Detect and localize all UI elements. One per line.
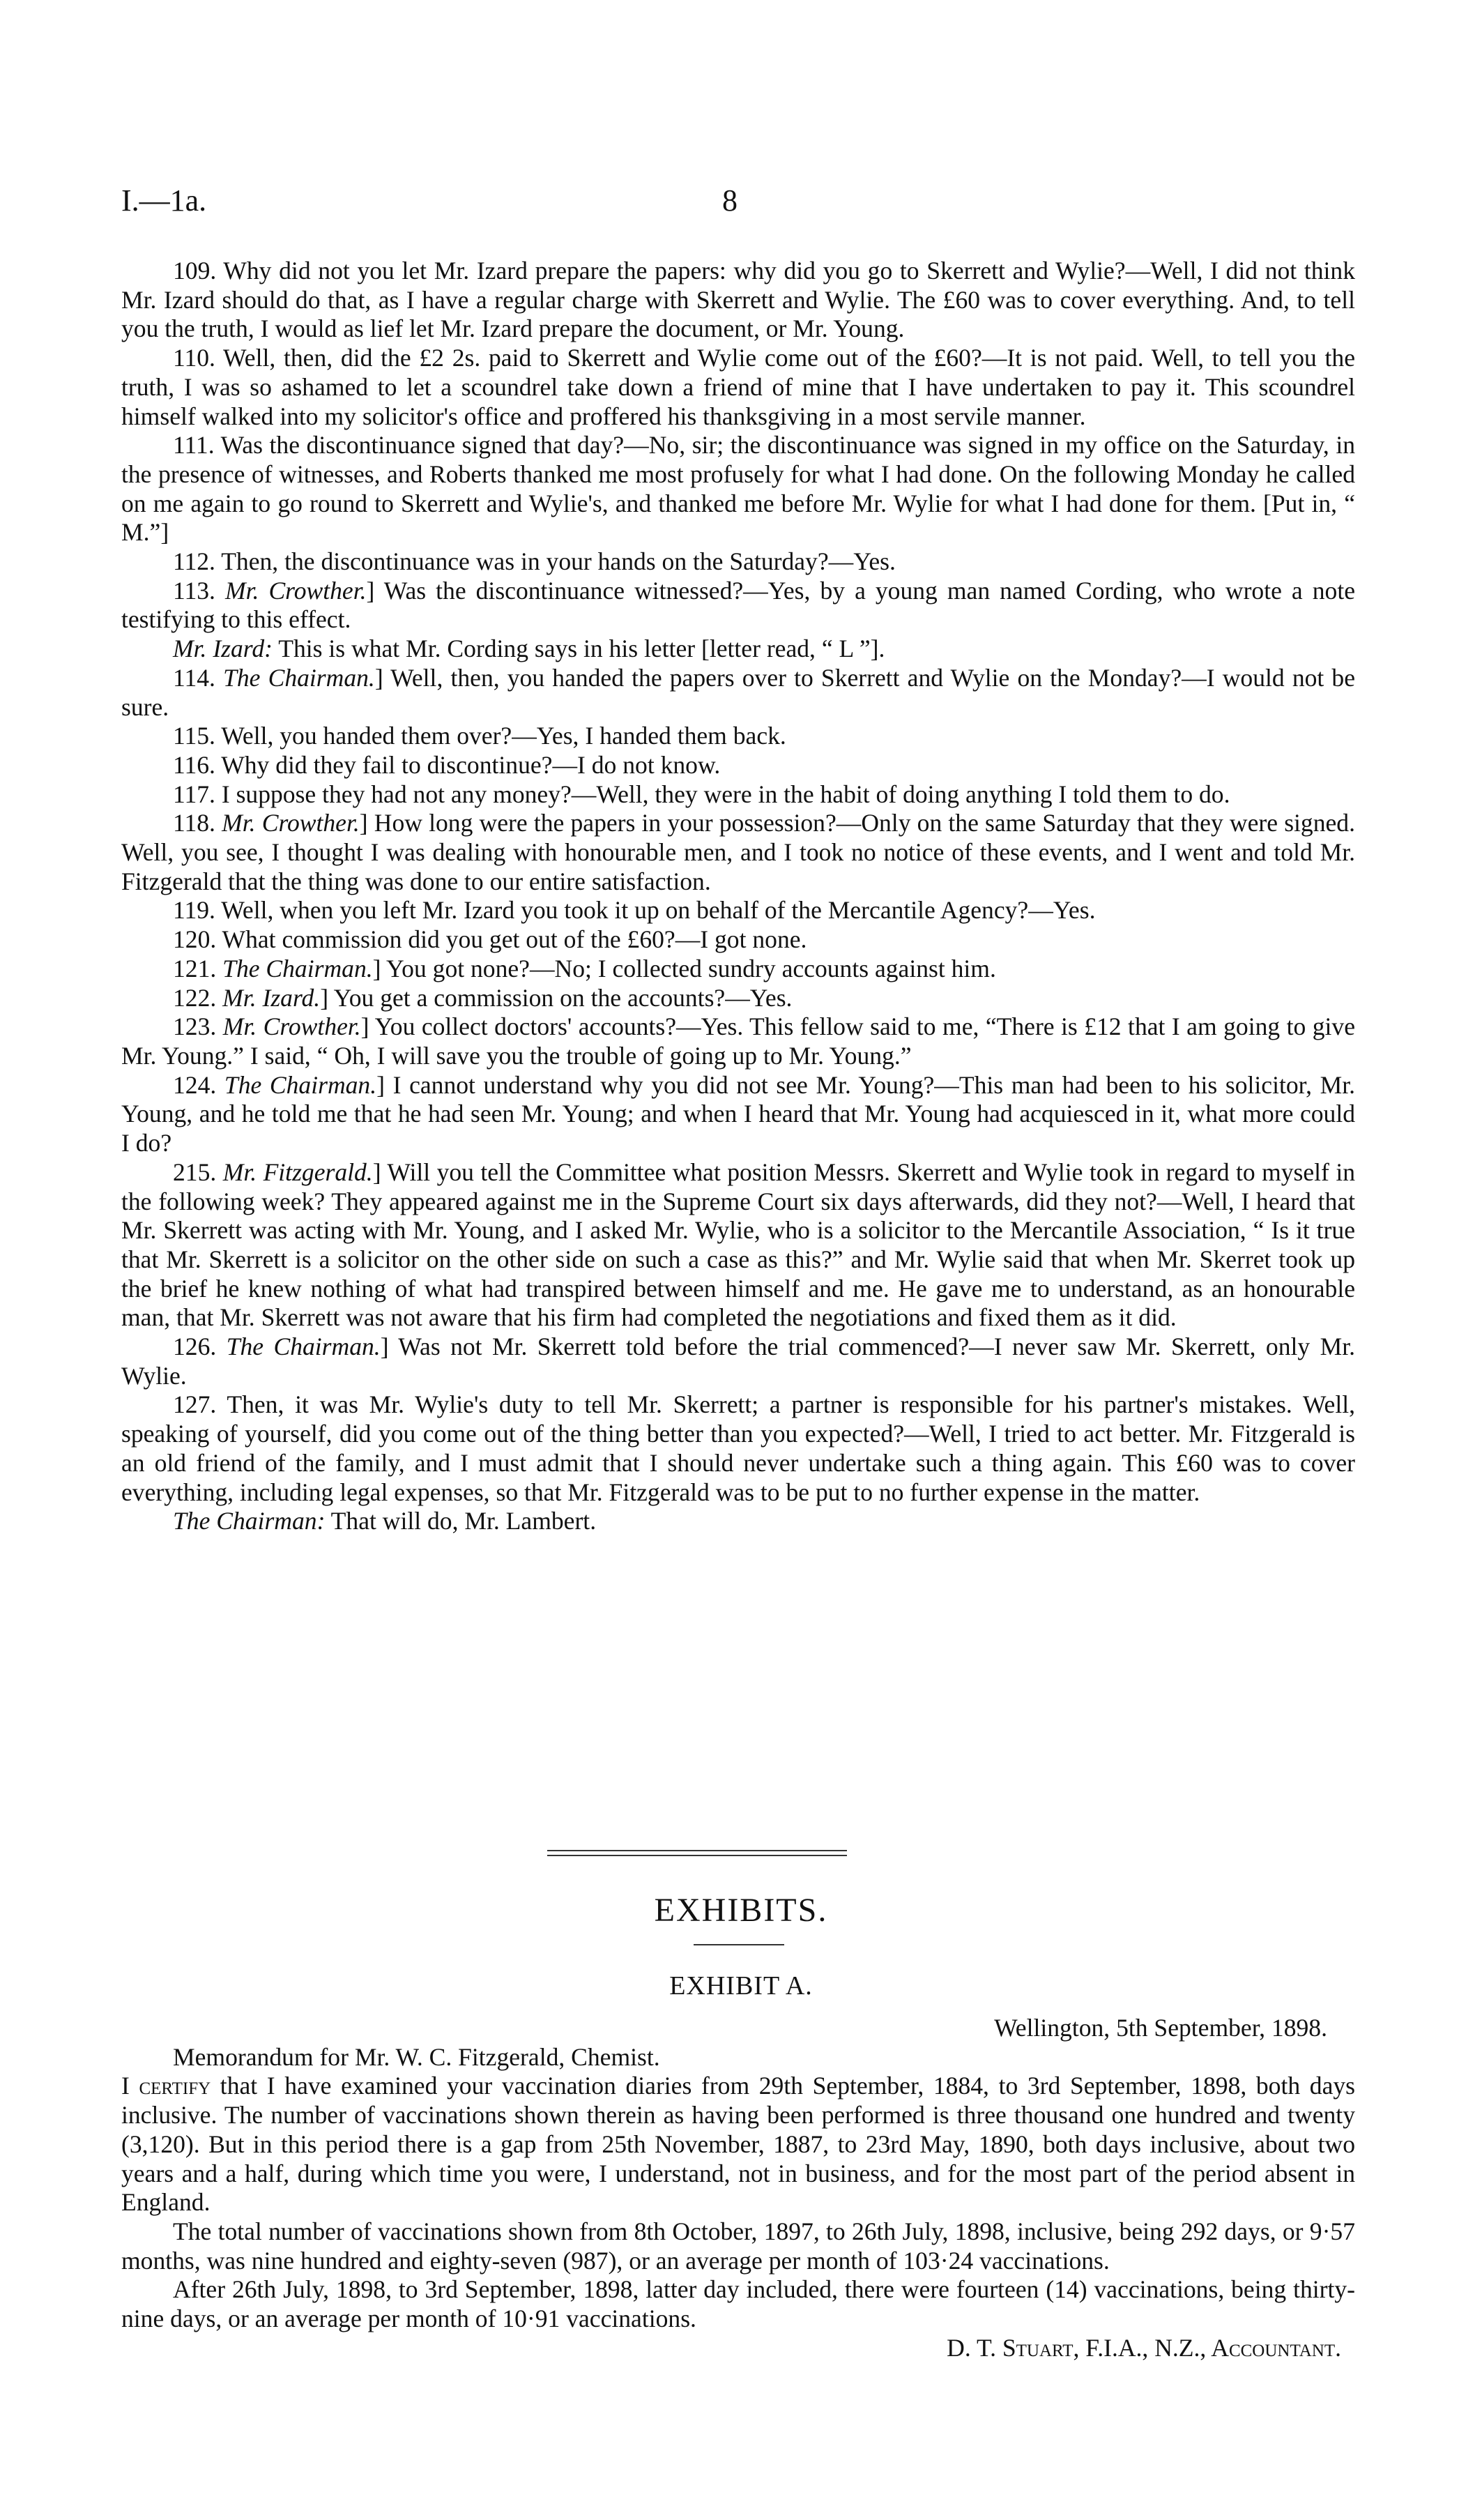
speaker-name: The Chairman.: [226, 1333, 381, 1361]
question-paragraph: 117. I suppose they had not any money?—Well, they were in the habit of doing anything I told them to do.: [173, 780, 1230, 808]
speaker-name: Mr. Izard:: [173, 635, 273, 663]
page-number: 8: [722, 183, 738, 218]
speaker-name: Mr. Crowther.: [222, 809, 360, 837]
speaker-name: The Chairman:: [173, 1507, 326, 1535]
section-divider: [547, 1855, 847, 1856]
question-text: ] Well, then, you handed the papers over to Skerrett and Wylie on the Monday?—I would not be sure.: [121, 663, 1356, 721]
question-number: 215.: [173, 1157, 223, 1186]
certify-word: I certify: [121, 2072, 211, 2100]
question-paragraph: [121, 1333, 1355, 1390]
question-paragraph: 109. Why did not you let Mr. Izard prepare the papers: why did you go to Skerrett and Wylie?—Well, I did not think Mr. Izard should do that, as I have a regular charge with Skerrett and Wylie. The £60 was to cover everything. And, to tell you the truth, I would as lief let Mr. Izard prepare the document, or Mr. Young.: [121, 257, 1355, 343]
question-paragraph: [121, 635, 1355, 664]
question-paragraph: 112. Then, the discontinuance was in your hands on the Saturday?—Yes.: [173, 547, 896, 576]
question-paragraph: [121, 955, 1355, 984]
question-number: 122.: [173, 983, 223, 1012]
speaker-name: Mr. Fitzgerald.: [222, 1157, 373, 1186]
question-paragraph: [121, 1012, 1355, 1070]
question-paragraph: [121, 1158, 1355, 1333]
question-text: ] Was not Mr. Skerrett told before the trial commenced?—I never saw Mr. Skerrett, only Mr. Wylie.: [121, 1333, 1356, 1390]
speaker-name: The Chairman.: [224, 1070, 377, 1099]
evidence-body: [121, 257, 1355, 1536]
question-paragraph: 127. Then, it was Mr. Wylie's duty to tell Mr. Skerrett; a partner is responsible for his partner's mistakes. Well, speaking of yourself, did you come out of the thing better than you expected?—Well, I tried to act better. Mr. Fitzgerald is an old friend of the family, and I must admit that I should never undertake such a thing again. This £60 was to cover everything, including legal expenses, so that Mr. Fitzgerald was to be put to no further expense in the matter.: [121, 1390, 1355, 1506]
exhibit-a-heading: EXHIBIT A.: [669, 1971, 813, 2001]
question-paragraph: [121, 1507, 1355, 1536]
section-divider: [547, 1850, 847, 1851]
speaker-name: The Chairman.: [223, 663, 375, 692]
question-paragraph: 116. Why did they fail to discontinue?—I do not know.: [173, 750, 721, 779]
question-text: ] Will you tell the Committee what position Messrs. Skerrett and Wylie took in regard to myself in the following week? They appeared against me in the Supreme Court six days afterwards, did they not?—Well, I heard that Mr. Skerrett was acting with Mr. Young, and I asked Mr. Wylie, who is a solicitor to the Mercantile Association, “ Is it true that Mr. Skerrett is a solicitor on the other side on such a case as this?” and Mr. Wylie said that when Mr. Skerret took up the brief he knew nothing of what had transpired between himself and me. He gave me to understand, as an honourable man, that Mr. Skerrett was not aware that his firm had completed the negotiations and fixed them as it did.: [121, 1157, 1356, 1332]
page-header: [121, 183, 1362, 225]
question-number: 118.: [173, 809, 222, 837]
document-reference: I.—1a.: [121, 183, 207, 218]
after-paragraph: After 26th July, 1898, to 3rd September, 1898, latter day included, there were fourteen (14) vaccinations, being thirty-nine days, or an average per month of 10·91 vaccinations.: [121, 2275, 1355, 2333]
question-paragraph: 111. Was the discontinuance signed that day?—No, sir; the discontinuance was signed in my office on the Saturday, in the presence of witnesses, and Roberts thanked me most profusely for what I had done. On the following Monday he called on me again to go round to Skerrett and Wylie's, and thanked me before Mr. Wylie for what I had done for them. [Put in, “ M.”]: [121, 431, 1355, 547]
question-number: 121.: [173, 954, 223, 982]
question-paragraph: 115. Well, you handed them over?—Yes, I handed them back.: [173, 722, 786, 750]
question-paragraph: [121, 664, 1355, 722]
question-number: 113.: [173, 576, 225, 605]
exhibits-heading: EXHIBITS.: [654, 1892, 828, 1929]
speaker-name: Mr. Izard.: [222, 983, 321, 1012]
question-paragraph: 110. Well, then, did the £2 2s. paid to Skerrett and Wylie come out of the £60?—It is not paid. Well, to tell you the truth, I was so ashamed to let a scoundrel take down a friend of mine that I have undertaken to pay it. This scoundrel himself walked into my solicitor's office and proffered his thanksgiving in a most servile manner.: [121, 344, 1355, 430]
exhibit-a-body: [121, 2014, 1355, 2362]
question-paragraph: [121, 984, 1355, 1013]
question-text: ] I cannot understand why you did not see Mr. Young?—This man had been to his solicitor, Mr. Young, and he told me that he had seen Mr. Young; and when I heard that Mr. Young had acquiesced in it, what more could I do?: [121, 1070, 1356, 1157]
speaker-name: Mr. Crowther.: [224, 576, 367, 605]
question-number: 126.: [173, 1333, 227, 1361]
question-number: 114.: [173, 663, 224, 692]
question-paragraph: 120. What commission did you get out of the £60?—I got none.: [173, 925, 807, 954]
question-text: ] You get a commission on the accounts?—Yes.: [320, 983, 793, 1012]
speaker-name: Mr. Crowther.: [222, 1012, 361, 1041]
question-paragraph: [121, 809, 1355, 896]
question-paragraph: 119. Well, when you left Mr. Izard you took it up on behalf of the Mercantile Agency?—Yes.: [173, 896, 1096, 925]
heading-rule: [694, 1944, 784, 1945]
question-text: ] You got none?—No; I collected sundry accounts against him.: [372, 954, 996, 982]
certify-paragraph: [121, 2072, 1355, 2217]
question-text: ] You collect doctors' accounts?—Yes. This fellow said to me, “There is £12 that I am going to give Mr. Young.” I said, “ Oh, I will save you the trouble of going up to Mr. Young.”: [121, 1012, 1356, 1070]
question-text: ] How long were the papers in your possession?—Only on the same Saturday that they were signed. Well, you see, I thought I was dealing with honourable men, and I took no notice of these events, and I went and told Mr. Fitzgerald that the thing was done to our entire satisfaction.: [121, 809, 1355, 895]
place-date: Wellington, 5th September, 1898.: [994, 2014, 1327, 2042]
question-text: That will do, Mr. Lambert.: [325, 1507, 597, 1535]
question-number: 123.: [173, 1012, 223, 1041]
question-text: This is what Mr. Cording says in his letter [letter read, “ L ”].: [272, 635, 885, 663]
speaker-name: The Chairman.: [222, 954, 373, 982]
question-number: 124.: [173, 1070, 224, 1099]
totals-paragraph: The total number of vaccinations shown from 8th October, 1897, to 26th July, 1898, inclusive, being 292 days, or 9·57 months, was nine hundred and eighty-seven (987), or an average per month of 103·24 vaccinations.: [121, 2217, 1355, 2275]
signature: D. T. Stuart, F.I.A., N.Z., Accountant.: [947, 2333, 1341, 2362]
question-paragraph: [121, 577, 1355, 635]
memorandum-line: Memorandum for Mr. W. C. Fitzgerald, Chemist.: [173, 2042, 660, 2071]
question-paragraph: [121, 1071, 1355, 1158]
question-text: ] Was the discontinuance witnessed?—Yes, by a young man named Cording, who wrote a note testifying to this effect.: [121, 576, 1356, 634]
certify-text: that I have examined your vaccination diaries from 29th September, 1884, to 3rd September, 1898, both days inclusive. The number of vaccinations shown therein as having been performed is three thousand one hundred and twenty (3,120). But in this period there is a gap from 25th November, 1887, to 23rd May, 1890, both days inclusive, about two years and a half, during which time you were, I understand, not in business, and for the most part of the period absent in England.: [121, 2072, 1356, 2217]
